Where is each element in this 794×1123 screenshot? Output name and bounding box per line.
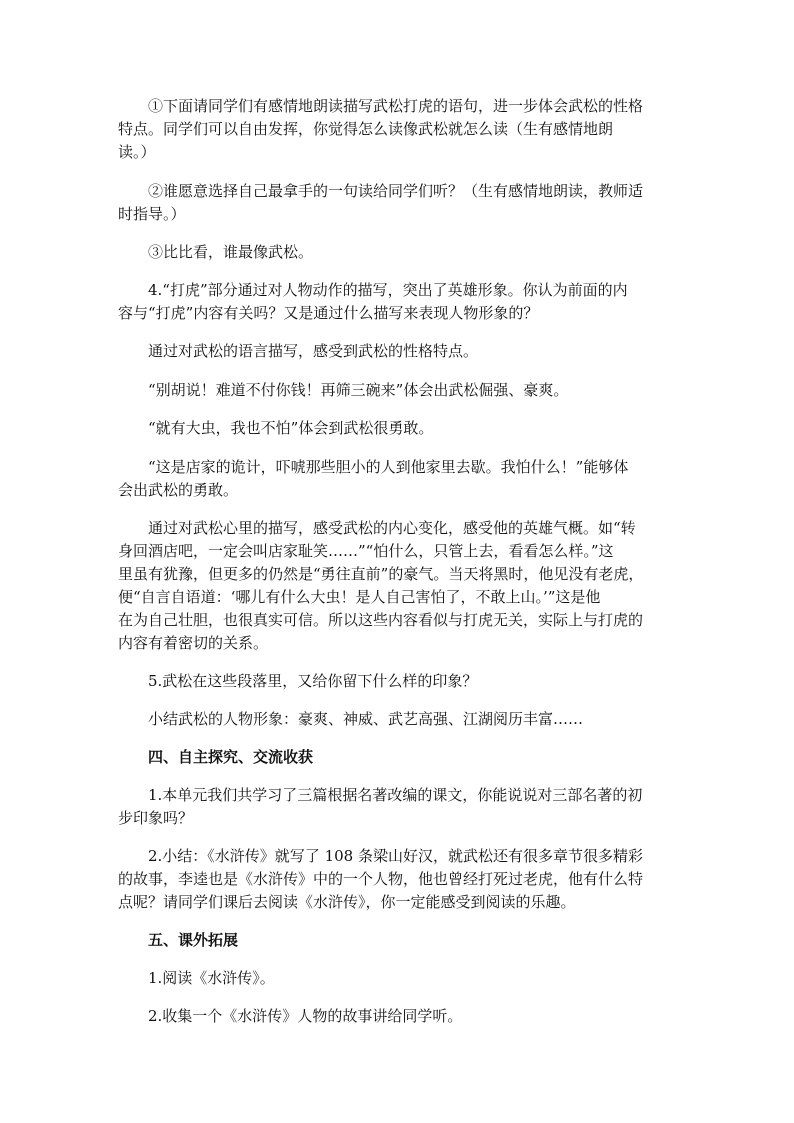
section-5-item-1: 1.阅读《水浒传》。 — [148, 969, 275, 987]
paragraph-4-line-2: 容与“打虎”内容有关吗？又是通过什么描写来表现人物形象的？ — [118, 304, 539, 322]
section-4-p2-line-1: 2.小结：《水浒传》就写了 108 条梁山好汉，就武松还有很多章节很多精彩 — [148, 847, 643, 865]
paragraph-5-line-1: 通过对武松的语言描写，感受到武松的性格特点。 — [148, 342, 479, 360]
paragraph-11-line-1: 小结武松的人物形象：豪爽、神威、武艺高强、江湖阅历丰富…… — [148, 710, 584, 728]
paragraph-2-line-1: ②谁愿意选择自己最拿手的一句读给同学们听？（生有感情地朗读，教师适 — [148, 182, 644, 200]
paragraph-9-line-2: 身回酒店吧，一定会叫店家耻笑……”“怕什么，只管上去，看看怎么样。”这 — [118, 542, 614, 560]
paragraph-8-line-2: 会出武松的勇敢。 — [118, 481, 239, 499]
paragraph-9-line-1: 通过对武松心里的描写，感受武松的内心变化，感受他的英雄气概。如“转 — [148, 519, 636, 537]
section-4-p2-line-2: 的故事，李逵也是《水浒传》中的一个人物，他也曾经打死过老虎，他有什么特 — [118, 870, 644, 888]
section-5-heading: 五、课外拓展 — [148, 931, 239, 949]
section-4-p1-line-1: 1.本单元我们共学习了三篇根据名著改编的课文，你能说说对三部名著的初 — [148, 786, 643, 804]
paragraph-9-line-4: 便“自言自语道：‘哪儿有什么大虫！是人自己害怕了，不敢上山。’”这是他 — [118, 588, 601, 606]
paragraph-9-line-5: 在为自己壮胆，也很真实可信。所以这些内容看似与打虎无关，实际上与打虎的 — [118, 611, 644, 629]
paragraph-1-line-2: 特点。同学们可以自由发挥，你觉得怎么读像武松就怎么读（生有感情地朗 — [118, 120, 614, 138]
paragraph-7-line-1: “就有大虫，我也不怕”体会到武松很勇敢。 — [148, 419, 434, 437]
paragraph-3-line-1: ③比比看，谁最像武松。 — [148, 243, 314, 261]
paragraph-9-line-3: 里虽有犹豫，但更多的仍然是“勇往直前”的豪气。当天将黑时，他见没有老虎， — [118, 565, 644, 583]
paragraph-10-line-1: 5.武松在这些段落里，又给你留下什么样的印象？ — [148, 672, 478, 690]
section-5-item-2: 2.收集一个《水浒传》人物的故事讲给同学听。 — [148, 1007, 463, 1025]
section-4-heading: 四、自主探究、交流收获 — [148, 748, 314, 766]
paragraph-4-line-1: 4.“打虎”部分通过对人物动作的描写，突出了英雄形象。你认为前面的内 — [148, 281, 628, 299]
paragraph-1-line-1: ①下面请同学们有感情地朗读描写武松打虎的语句，进一步体会武松的性格 — [148, 97, 644, 115]
paragraph-1-line-3: 读。） — [118, 143, 156, 161]
paragraph-2-line-2: 时指导。） — [118, 205, 186, 223]
paragraph-6-line-1: “别胡说！难道不付你钱！再筛三碗来”体会出武松倔强、豪爽。 — [148, 381, 569, 399]
paragraph-8-line-1: “这是店家的诡计，吓唬那些胆小的人到他家里去歇。我怕什么！”能够体 — [148, 458, 629, 476]
section-4-p1-line-2: 步印象吗？ — [118, 809, 194, 827]
paragraph-9-line-6: 内容有着密切的关系。 — [118, 634, 269, 652]
section-4-p2-line-3: 点呢？请同学们课后去阅读《水浒传》，你一定能感受到阅读的乐趣。 — [118, 893, 576, 911]
